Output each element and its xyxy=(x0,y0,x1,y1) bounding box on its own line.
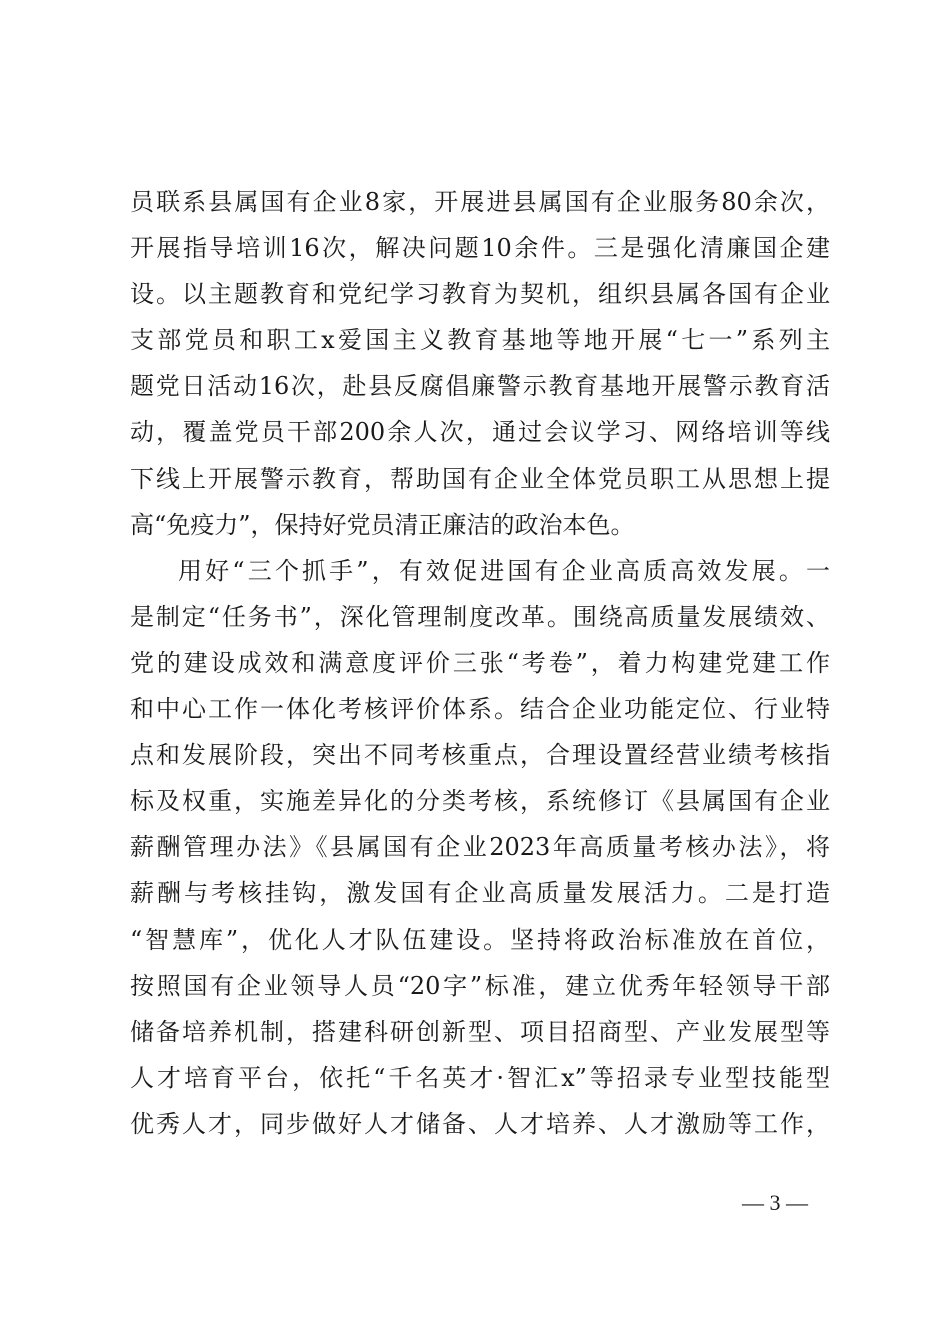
text-line: 点和发展阶段，突出不同考核重点，合理设置经营业绩考核指 xyxy=(130,741,830,770)
text-line: 标及权重，实施差异化的分类考核，系统修订《县属国有企业 xyxy=(130,787,830,816)
text-line: 员联系县属国有企业8家，开展进县属国有企业服务80余次， xyxy=(130,188,830,216)
text-line: 优秀人才，同步做好人才储备、人才培养、人才激励等工作， xyxy=(130,1109,830,1138)
text-line: 按照国有企业领导人员“20字”标准，建立优秀年轻领导干部 xyxy=(130,971,830,1000)
text-line: 是制定“任务书”，深化管理制度改革。围绕高质量发展绩效、 xyxy=(130,602,830,631)
text-line: 储备培养机制，搭建科研创新型、项目招商型、产业发展型等 xyxy=(130,1017,830,1046)
text-line: 薪酬管理办法》《县属国有企业2023年高质量考核办法》，将 xyxy=(130,833,830,862)
text-line: 设。以主题教育和党纪学习教育为契机，组织县属各国有企业 xyxy=(130,280,830,309)
text-line: 薪酬与考核挂钩，激发国有企业高质量发展活力。二是打造 xyxy=(130,879,830,908)
page-number: — 3 — xyxy=(742,1190,808,1215)
body-text xyxy=(130,179,830,1147)
text-line: “智慧库”，优化人才队伍建设。坚持将政治标准放在首位， xyxy=(130,925,830,954)
text-line: 和中心工作一体化考核评价体系。结合企业功能定位、行业特 xyxy=(130,695,830,724)
text-line: 开展指导培训16次，解决问题10余件。三是强化清廉国企建 xyxy=(130,234,830,263)
text-line: 支部党员和职工x爱国主义教育基地等地开展“七一”系列主 xyxy=(130,326,830,355)
text-line: 下线上开展警示教育，帮助国有企业全体党员职工从思想上提 xyxy=(130,464,830,493)
text-line: 题党日活动16次，赴县反腐倡廉警示教育基地开展警示教育活 xyxy=(130,372,830,401)
text-line: 动，覆盖党员干部200余人次，通过会议学习、网络培训等线 xyxy=(130,418,830,447)
paragraph-start-line: 用好“三个抓手”，有效促进国有企业高质高效发展。一 xyxy=(178,556,830,585)
text-line: 高“免疫力”，保持好党员清正廉洁的政治本色。 xyxy=(130,510,635,539)
text-line: 党的建设成效和满意度评价三张“考卷”，着力构建党建工作 xyxy=(130,648,830,677)
text-line: 人才培育平台，依托“千名英才·智汇x”等招录专业型技能型 xyxy=(130,1063,830,1092)
